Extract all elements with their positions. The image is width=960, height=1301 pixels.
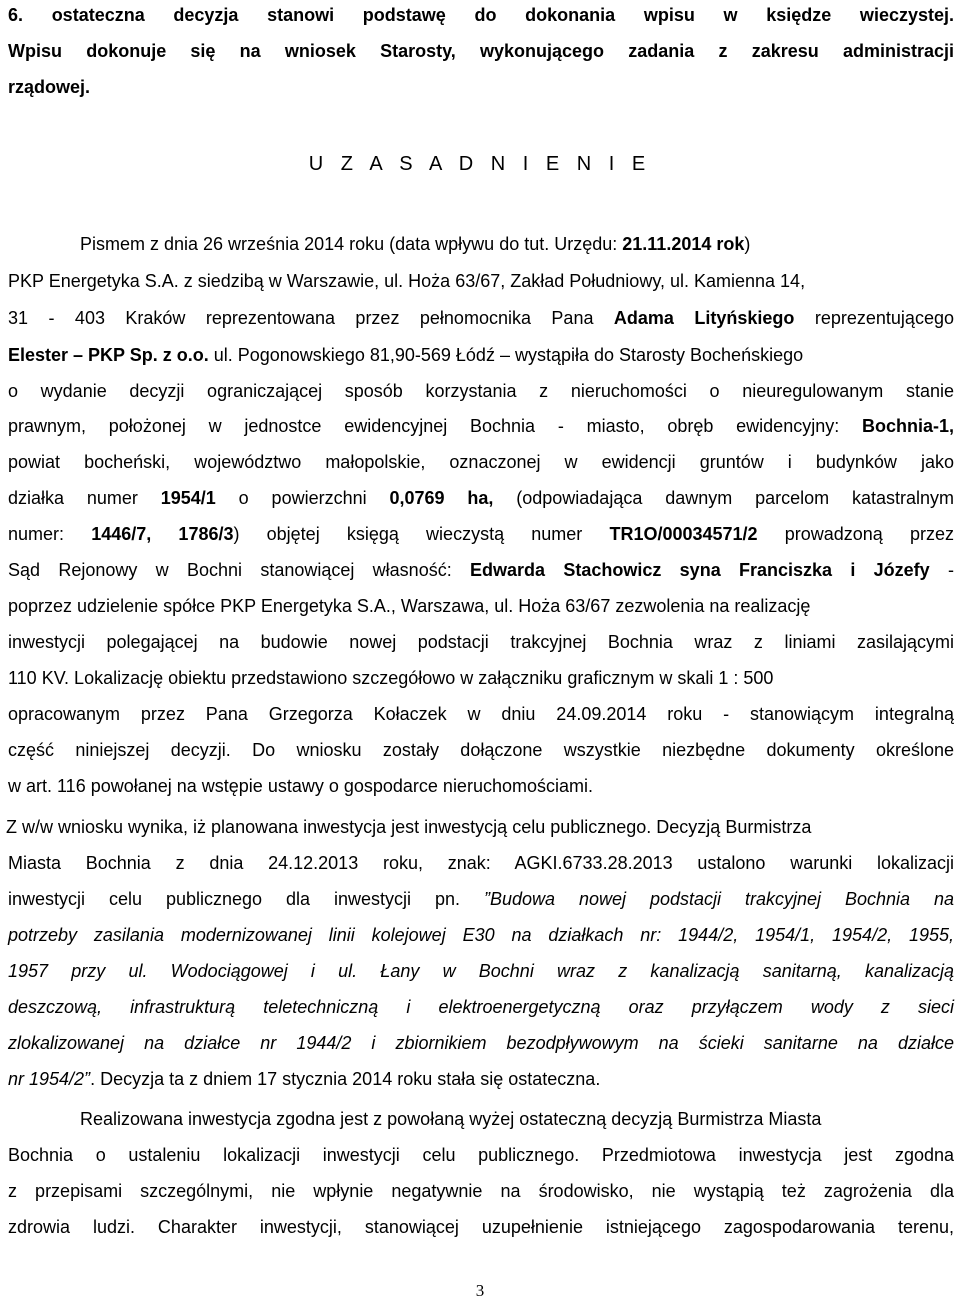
text-segment: ) <box>744 234 751 254</box>
text-segment: działka numer <box>8 488 161 508</box>
text-line <box>8 1176 954 1206</box>
text-line <box>8 447 954 477</box>
text-line <box>8 303 954 333</box>
text-segment: Z w/w wniosku wynika, iż planowana inwestycja jest inwestycją celu publicznego. Decyzją Burmistrza <box>6 817 812 837</box>
text-segment: o powierzchni <box>215 488 390 508</box>
text-segment: Wpisu dokonuje się na wniosek Starosty, wykonującego zadania z zakresu administracji <box>8 41 954 61</box>
text-segment: z przepisami szczególnymi, nie wpłynie negatywnie na środowisko, nie wystąpią też zagrożenia dla <box>8 1181 954 1201</box>
text-segment: 110 KV. Lokalizację obiektu przedstawiono szczegółowo w załączniku graficznym w skali 1 : 500 <box>8 668 774 688</box>
text-line <box>6 812 954 842</box>
text-segment: Bochnia o ustaleniu lokalizacji inwestycji celu publicznego. Przedmiotowa inwestycja jest zgodna <box>8 1145 954 1165</box>
text-segment: 31 - 403 Kraków reprezentowana przez pełnomocnika Pana <box>8 308 614 328</box>
text-line <box>8 1028 954 1058</box>
page-number: 3 <box>475 1281 485 1300</box>
text-line <box>80 229 954 259</box>
text-segment: reprezentującego <box>794 308 954 328</box>
text-segment: zdrowia ludzi. Charakter inwestycji, stanowiącej uzupełnienie istniejącego zagospodarowania terenu, <box>8 1217 954 1237</box>
text-segment: opracowanym przez Pana Grzegorza Kołaczek w dniu 24.09.2014 roku - stanowiącym integralną <box>8 704 954 724</box>
section-title: U Z A S A D N I E N I E <box>308 153 652 175</box>
text-segment: ul. Pogonowskiego 81,90-569 Łódź – wystąpiła do Starosty Bocheńskiego <box>208 345 804 365</box>
text-segment: część niniejszej decyzji. Do wniosku zostały dołączone wszystkie niezbędne dokumenty określone <box>8 740 954 760</box>
text-segment: poprzez udzielenie spółce PKP Energetyka S.A., Warszawa, ul. Hoża 63/67 zezwolenia na realizację <box>8 596 811 616</box>
text-segment: TR1O/00034571/2 <box>609 524 758 544</box>
text-line <box>8 848 954 878</box>
text-line <box>8 699 954 729</box>
text-line <box>8 591 954 621</box>
text-line <box>8 663 954 693</box>
text-segment: w art. 116 powołanej na wstępie ustawy o gospodarce nieruchomościami. <box>8 776 593 796</box>
text-line <box>8 72 954 102</box>
text-segment: - <box>929 560 954 580</box>
text-line <box>8 519 954 549</box>
text-line <box>80 1104 954 1134</box>
text-line <box>8 483 954 513</box>
text-line <box>8 555 954 585</box>
text-line <box>8 771 954 801</box>
text-line <box>8 920 954 950</box>
text-segment: ) objętej księgą wieczystą numer <box>233 524 610 544</box>
text-line <box>8 266 954 296</box>
text-segment: Adama Lityńskiego <box>613 308 795 328</box>
text-segment: zlokalizowanej na działce nr 1944/2 i zbiornikiem bezodpływowym na ścieki sanitarne na działce <box>8 1033 954 1053</box>
text-segment: ”Budowa nowej podstacji trakcyjnej Bochnia na <box>483 889 954 909</box>
text-segment: . Decyzja ta z dniem 17 stycznia 2014 roku stała się ostateczna. <box>90 1069 601 1089</box>
text-line <box>8 340 954 370</box>
text-segment: inwestycji polegającej na budowie nowej podstacji trakcyjnej Bochnia wraz z liniami zasilającymi <box>8 632 954 652</box>
text-segment: 1954/1 <box>160 488 216 508</box>
text-segment: Pismem z dnia 26 września 2014 roku (data wpływu do tut. Urzędu: <box>80 234 623 254</box>
text-segment: Edwarda Stachowicz syna Franciszka i Józefy <box>470 560 930 580</box>
text-line <box>8 36 954 66</box>
text-segment: Miasta Bochnia z dnia 24.12.2013 roku, znak: AGKI.6733.28.2013 ustalono warunki lokalizacji <box>8 853 954 873</box>
text-line <box>8 411 954 441</box>
text-segment: (odpowiadająca dawnym parcelom katastralnym <box>493 488 954 508</box>
text-segment: 0,0769 ha, <box>389 488 494 508</box>
text-segment: deszczową, infrastrukturą teletechniczną i elektroenergetyczną oraz przyłączem wody z sieci <box>8 997 954 1017</box>
text-segment: Elester – PKP Sp. z o.o. <box>8 345 209 365</box>
text-segment: inwestycji celu publicznego dla inwestycji pn. <box>8 889 484 909</box>
text-segment: potrzeby zasilania modernizowanej linii kolejowej E30 na działkach nr: 1944/2, 1954/1, 1954/2, 1955, <box>8 925 954 945</box>
text-line <box>8 956 954 986</box>
text-segment: powiat bocheński, województwo małopolskie, oznaczonej w ewidencji gruntów i budynków jako <box>8 452 954 472</box>
text-segment: Bochnia-1, <box>861 416 954 436</box>
text-line <box>8 735 954 765</box>
text-segment: prowadzoną przez <box>757 524 954 544</box>
text-line <box>8 376 954 406</box>
text-segment: Realizowana inwestycja zgodna jest z powołaną wyżej ostateczną decyzją Burmistrza Miasta <box>80 1109 822 1129</box>
text-line <box>8 1212 954 1242</box>
text-segment: rządowej. <box>8 77 91 97</box>
text-segment: 1446/7, 1786/3 <box>91 524 234 544</box>
text-segment: nr 1954/2” <box>8 1069 91 1089</box>
text-line <box>8 627 954 657</box>
text-segment: PKP Energetyka S.A. z siedzibą w Warszawie, ul. Hoża 63/67, Zakład Południowy, ul. Kamienna 14, <box>8 271 806 291</box>
text-line <box>8 992 954 1022</box>
text-line <box>8 884 954 914</box>
text-line <box>8 1064 954 1094</box>
text-segment: 6. ostateczna decyzja stanowi podstawę do dokonania wpisu w księdze wieczystej. <box>8 5 954 25</box>
text-segment: 21.11.2014 rok <box>622 234 745 254</box>
text-segment: o wydanie decyzji ograniczającej sposób korzystania z nieruchomości o nieuregulowanym stanie <box>8 381 954 401</box>
text-segment: Sąd Rejonowy w Bochni stanowiącej własność: <box>8 560 471 580</box>
text-line <box>8 0 954 30</box>
text-line <box>8 1140 954 1170</box>
text-segment: prawnym, położonej w jednostce ewidencyjnej Bochnia - miasto, obręb ewidencyjny: <box>8 416 862 436</box>
text-segment: 1957 przy ul. Wodociągowej i ul. Łany w Bochni wraz z kanalizacją sanitarną, kanalizacją <box>8 961 954 981</box>
text-segment: numer: <box>8 524 92 544</box>
